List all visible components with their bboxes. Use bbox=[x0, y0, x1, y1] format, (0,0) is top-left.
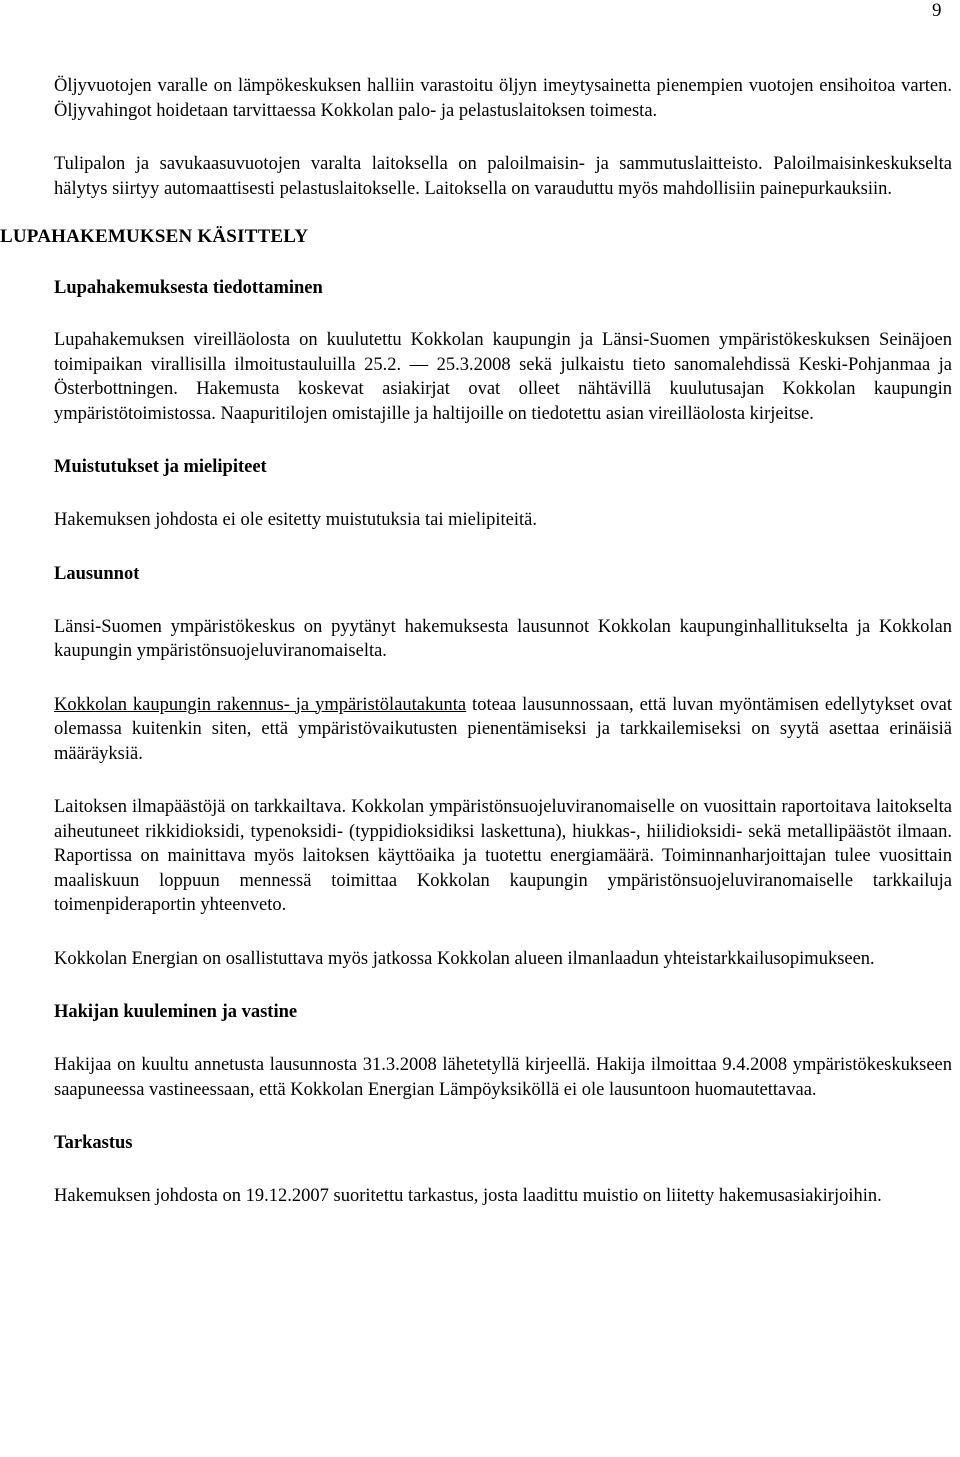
paragraph-fire-safety: Tulipalon ja savukaasuvuotojen varalta laitoksella on paloilmaisin- ja sammutuslaitteisto. Paloilmaisinkeskukselta hälytys siirtyy automaattisesti pelastuslaitokselle. Laitoksella on varauduttu myös mahdollisiin painepurkauksiin. bbox=[54, 154, 952, 199]
main-heading: LUPAHAKEMUKSEN KÄSITTELY bbox=[0, 226, 309, 247]
paragraph-announcement: Lupahakemuksen vireilläolosta on kuulutettu Kokkolan kaupungin ja Länsi-Suomen ympäristökeskuksen Seinäjoen toimipaikan virallisilla ilmoitustauluilla 25.2. — 25.3.2008 sekä julkaistu tieto sanomalehdissä Keski-Pohjanmaa ja Österbottningen. Hakemusta koskevat asiakirjat ovat olleet nähtävillä kuulutusajan Kokkolan kaupungin ympäristötoimistossa. Naapuritilojen omistajille ja haltijoille on tiedotettu asian vireilläolosta kirjeitse. bbox=[54, 330, 952, 424]
paragraph-oil-leaks: Öljyvuotojen varalle on lämpökeskuksen halliin varastoitu öljyn imeytysainetta pienempien vuotojen ensihoitoa varten. Öljyvahingot hoidetaan tarvittaessa Kokkolan palo- ja pelastuslaitoksen toimesta. bbox=[54, 76, 952, 121]
heading-objections: Muistutukset ja mielipiteet bbox=[54, 457, 267, 477]
paragraph-board-statement bbox=[54, 693, 952, 767]
paragraph-air-emissions: Laitoksen ilmapäästöjä on tarkkailtava. Kokkolan ympäristönsuojeluviranomaiselle on vuosittain raportoitava laitokselta aiheutuneet rikkidioksidi, typenoksidi- (typpidioksidiksi laskettuna), hiukkas-, hiilidioksidi- sekä metallipäästöt ilmaan. Raportissa on mainittava myös laitoksen käyttöaika ja tuotettu energiamäärä. Toiminnanharjoittajan tulee vuosittain maaliskuun loppuun mennessä toimittaa Kokkolan kaupungin ympäristönsuojeluviranomaiselle tarkkailuja toimenpideraportin yhteenveto. bbox=[54, 797, 952, 915]
heading-announcement: Lupahakemuksesta tiedottaminen bbox=[54, 278, 323, 298]
board-statement-text: toteaa lausunnossaan, että luvan myöntämisen edellytykset ovat olemassa kuitenkin siten, että ympäristövaikutusten pienentämiseksi ja tarkkailemiseksi on syytä asettaa erinäisiä määräyksiä. bbox=[54, 694, 953, 764]
heading-hearing: Hakijan kuuleminen ja vastine bbox=[54, 1002, 298, 1022]
board-name: Kokkolan kaupungin rakennus- ja ympäristölautakunta bbox=[54, 694, 467, 715]
paragraph-statements-request: Länsi-Suomen ympäristökeskus on pyytänyt hakemuksesta lausunnot Kokkolan kaupunginhallitukselta ja Kokkolan kaupungin ympäristönsuojeluviranomaiselta. bbox=[54, 616, 952, 661]
paragraph-inspection: Hakemuksen johdosta on 19.12.2007 suoritettu tarkastus, josta laadittu muistio on liitetty hakemusasiakirjoihin. bbox=[54, 1186, 882, 1206]
page-number: 9 bbox=[932, 0, 942, 21]
paragraph-objections: Hakemuksen johdosta ei ole esitetty muistutuksia tai mielipiteitä. bbox=[54, 510, 537, 530]
heading-inspection: Tarkastus bbox=[54, 1133, 133, 1153]
paragraph-hearing: Hakijaa on kuultu annetusta lausunnosta 31.3.2008 lähetetyllä kirjeellä. Hakija ilmoittaa 9.4.2008 ympäristökeskukseen saapuneessa vastineessaan, että Kokkolan Energian Lämpöyksiköllä ei ole lausuntoon huomautettavaa. bbox=[54, 1055, 952, 1100]
document-body bbox=[0, 74, 953, 1209]
heading-statements: Lausunnot bbox=[54, 563, 140, 584]
paragraph-air-quality: Kokkolan Energian on osallistuttava myös jatkossa Kokkolan alueen ilmanlaadun yhteistarkkailusopimukseen. bbox=[54, 948, 875, 969]
